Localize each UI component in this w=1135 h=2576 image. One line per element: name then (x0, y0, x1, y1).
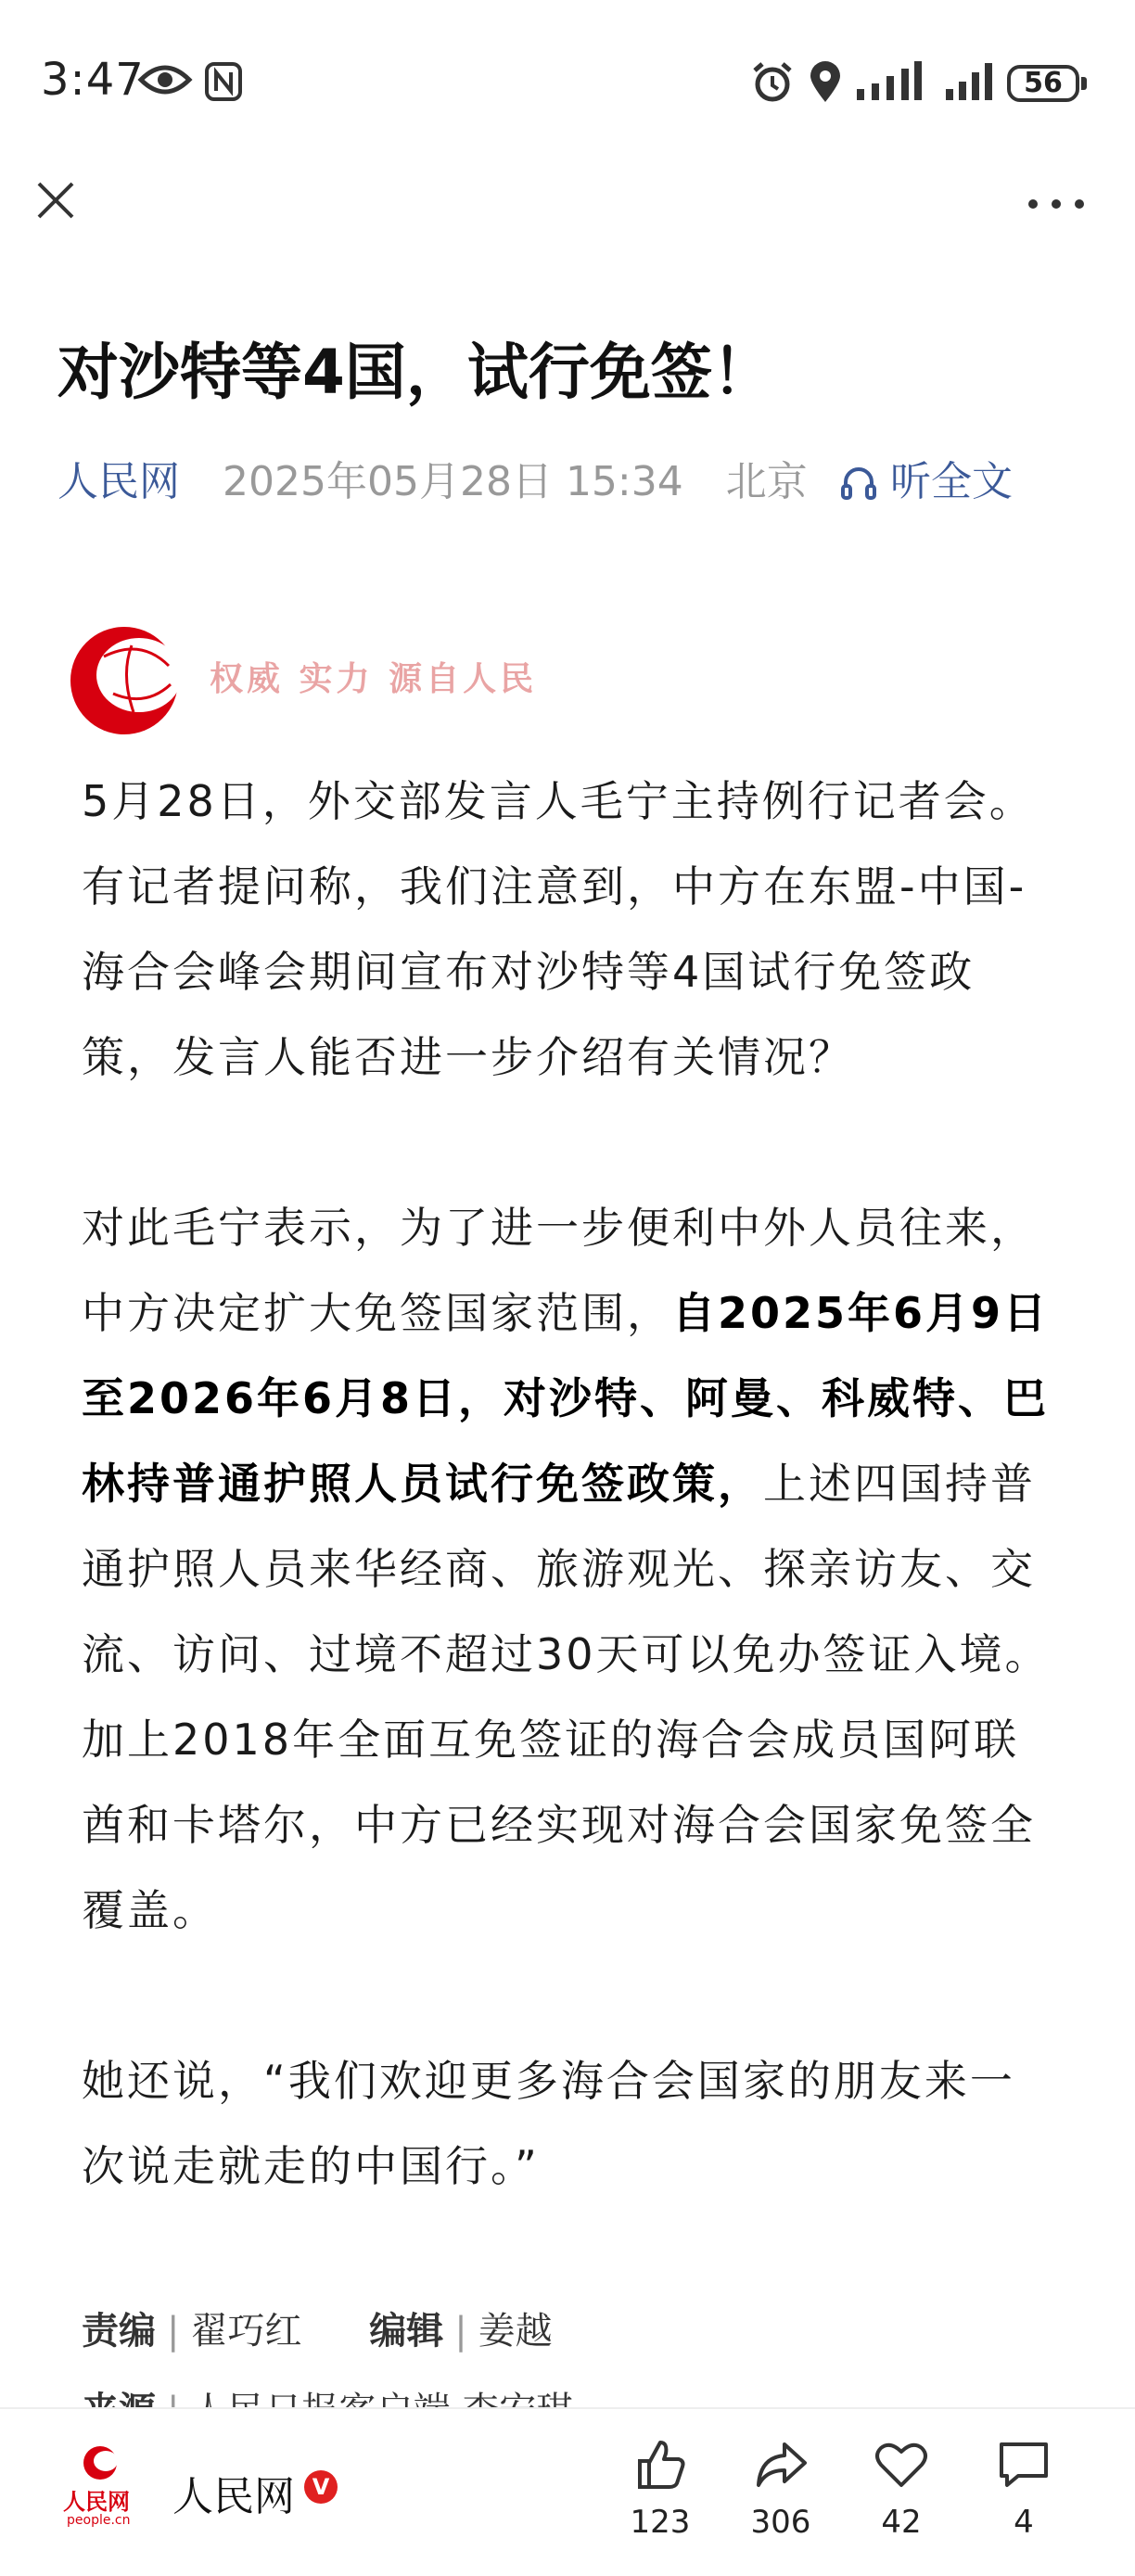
account-avatar[interactable] (63, 2442, 141, 2535)
people-daily-logo-icon (67, 619, 187, 740)
alarm-icon (751, 61, 794, 104)
credits: 责编 | 翟巧红 编辑 | 姜越 (82, 2310, 553, 2353)
article-source-link[interactable]: 人民网 (57, 458, 180, 505)
verified-badge: V (304, 2470, 338, 2504)
nfc-icon (204, 61, 243, 102)
article-location: 北京 (725, 458, 808, 505)
paragraph-3: 她还说，“我们欢迎更多海合会国家的朋友来一次说走就走的中国行。” (82, 2056, 1015, 2191)
listen-label: 听全文 (890, 458, 1013, 505)
paragraph-1: 5月28日，外交部发言人毛宁主持例行记者会。有记者提问称，我们注意到，中方在东盟-中国-海合会峰会期间宣布对沙特等4国试行免签政策，发言人能否进一步介绍有关情况？ (82, 776, 1035, 1082)
article-datetime: 2025年05月28日 15:34 (223, 458, 683, 505)
favorite-count: 42 (881, 2504, 922, 2541)
paragraph-2-bold: 自2025年6月9日至2026年6月8日，对沙特、阿曼、科威特、巴林持普通护照人员试行免签政策， (82, 1288, 1050, 1509)
headphones-icon (840, 464, 877, 501)
article-title: 对沙特等4国，试行免签！ (57, 337, 773, 408)
comment-count: 4 (1014, 2504, 1034, 2541)
comment-button[interactable] (977, 2437, 1070, 2541)
paragraph-2 (82, 1185, 1057, 1953)
status-time: 3:47 (41, 54, 145, 106)
more-options-icon[interactable] (1024, 185, 1089, 223)
bottom-bar (0, 2407, 1135, 2576)
share-count: 306 (750, 2504, 811, 2541)
close-icon[interactable] (33, 178, 78, 223)
like-count: 123 (630, 2504, 691, 2541)
account-logo-domain: people.cn (67, 2513, 131, 2528)
signal-icon-2 (944, 61, 996, 102)
comment-icon (996, 2437, 1052, 2493)
signal-icon (853, 61, 924, 102)
thumbs-up-icon (632, 2437, 688, 2493)
location-icon (809, 61, 842, 104)
share-icon (753, 2437, 809, 2493)
account-name[interactable]: 人民网 (172, 2473, 295, 2520)
listen-button[interactable] (840, 456, 1013, 508)
banner-image (67, 619, 586, 740)
credits-source (82, 2381, 573, 2409)
editor2-label: 编辑 (369, 2310, 444, 2353)
editor2-name: 姜越 (478, 2310, 553, 2353)
editor-name: 翟巧红 (190, 2310, 302, 2353)
eye-icon (139, 61, 191, 98)
favorite-button[interactable] (855, 2437, 948, 2541)
share-button[interactable] (734, 2437, 827, 2541)
paragraph-2-start: 对此毛宁表示，为了进一步便利中外人员往来，中方决定扩大免签国家范围， (82, 1203, 1036, 1338)
paragraph-2-end: 上述四国持普通护照人员来华经商、旅游观光、探亲访友、交流、访问、过境不超过30天可以免办签证入境。加上2018年全面互免签证的海合会成员国阿联酋和卡塔尔，中方已经实现对海合会国家免签全覆盖。 (82, 1459, 1051, 1935)
status-bar (0, 0, 1135, 167)
editor-label: 责编 (82, 2310, 156, 2353)
like-button[interactable] (614, 2437, 707, 2541)
heart-icon (874, 2437, 929, 2493)
article-body (82, 759, 1057, 2294)
battery-indicator: 56 (1007, 65, 1079, 102)
article-meta (57, 456, 837, 508)
account-logo-text: 人民网 (63, 2488, 130, 2515)
banner-slogan: 权威 实力 源自人民 (210, 660, 538, 698)
